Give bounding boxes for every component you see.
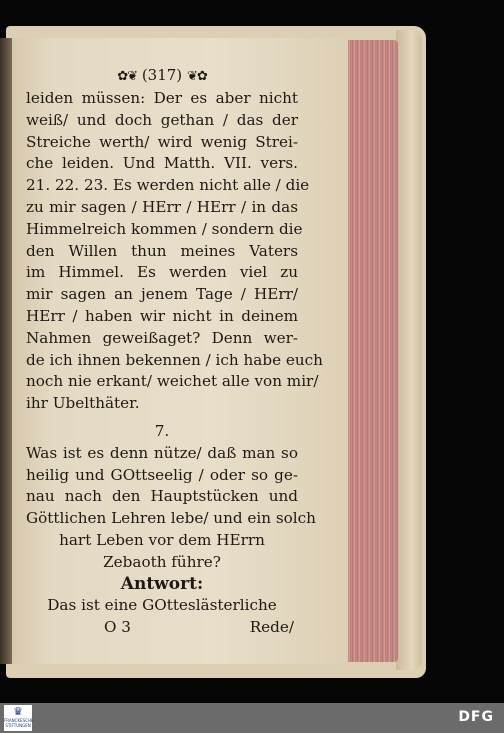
text-line: Nahmen geweißaget? Denn wer- [26,328,298,347]
question-line: Zebaoth führe? [103,552,221,571]
page-footer [26,617,298,639]
question-line: nau nach den Hauptstücken und [26,487,298,506]
text-line: weiß/ und doch gethan / das der [26,110,298,129]
header-ornament-left: ✿❦ [117,69,138,84]
question-line: Was ist es denn nütze/ daß man so [26,443,298,462]
text-line: ihr Ubelthäter. [26,394,140,413]
text-line: leiden müssen: Der es aber nicht [26,89,298,107]
catchword: Rede/ [249,618,294,637]
answer-heading: Antwort: [120,573,204,594]
question-line: Göttlichen Lehren lebe/ und ein solch [26,509,316,528]
text-line: che leiden. Und Matth. VII. vers. [26,154,298,173]
text-line: zu mir sagen / HErr / HErr / in das [26,197,298,216]
binding-shadow [0,38,12,664]
text-line: HErr / haben wir nicht in deinem [26,306,298,325]
text-line: 21. 22. 23. Es werden nicht alle / die [26,176,310,195]
text-line: mir sagen an jenem Tage / HErr/ [26,285,298,304]
page-text [26,62,323,639]
francke-logo[interactable] [4,705,32,731]
viewer-footer-bar [0,703,504,733]
page-header [26,62,298,88]
page-number: (317) [141,66,183,84]
text-line: Himmelreich kommen / sondern die [26,219,303,238]
answer-line: Das ist eine GOtteslästerliche [47,596,277,615]
section-number: 7. [154,421,170,440]
question-line: hart Leben vor dem HErrn [59,530,265,549]
text-line: de ich ihnen bekennen / ich habe euch [26,350,323,369]
text-line: den Willen thun meines Vaters [26,241,298,260]
dfg-logo[interactable]: DFG [458,709,494,725]
cover-edge [396,30,422,670]
signature-mark: O 3 [104,618,131,637]
text-line: Streiche werth/ wird wenig Strei- [26,132,298,151]
text-line: im Himmel. Es werden viel zu [26,263,298,282]
francke-logo-text: FRANCKESCHE STIFTUNGEN [4,718,34,728]
question-line: heilig und GOttseelig / oder so ge- [26,465,298,484]
text-line: noch nie erkant/ weichet alle von mir/ [26,372,319,391]
header-ornament-right: ❦✿ [186,69,207,84]
francke-emblem-icon: ♛ [13,705,23,718]
